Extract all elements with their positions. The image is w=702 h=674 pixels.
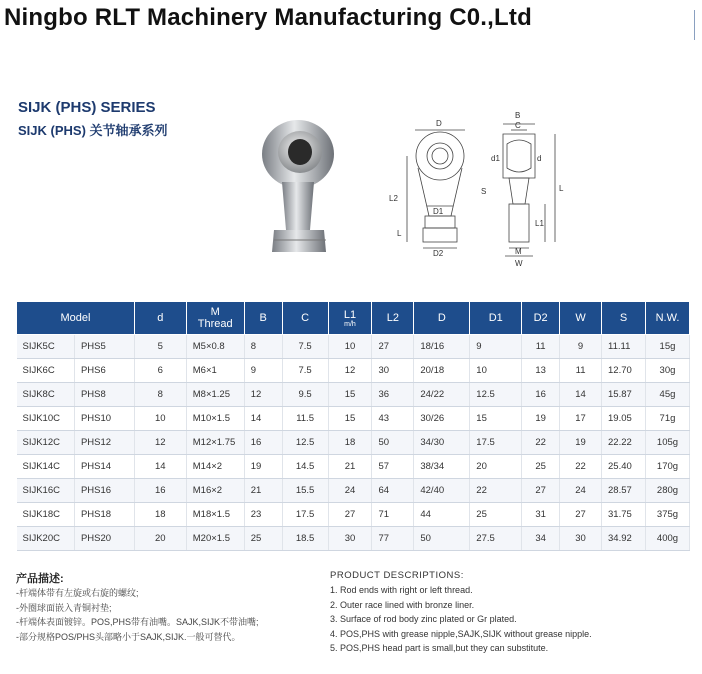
cell-D1: 25 <box>470 503 522 527</box>
cell-l2: 64 <box>372 479 414 503</box>
label-C: C <box>515 121 521 130</box>
cell-model-sijk: SIJK12C <box>17 431 75 455</box>
cell-D2: 13 <box>522 359 560 383</box>
table-row <box>17 455 690 479</box>
cell-s: 19.05 <box>602 407 646 431</box>
cell-D: 18/16 <box>414 335 470 359</box>
cell-model-sijk: SIJK6C <box>17 359 75 383</box>
desc-en-line: 5. POS,PHS head part is small,but they can substitute. <box>330 643 549 653</box>
cell-b: 21 <box>244 479 282 503</box>
cell-thread: M8×1.25 <box>186 383 244 407</box>
cell-b: 19 <box>244 455 282 479</box>
cell-model-phs: PHS18 <box>74 503 134 527</box>
cell-D2: 27 <box>522 479 560 503</box>
cell-c: 15.5 <box>282 479 328 503</box>
th-D1: D1 <box>470 302 522 335</box>
cell-nw: 15g <box>645 335 689 359</box>
label-L2: L2 <box>389 194 398 203</box>
cell-D1: 27.5 <box>470 527 522 551</box>
th-l2: L2 <box>372 302 414 335</box>
table-row <box>17 407 690 431</box>
cell-d: 8 <box>134 383 186 407</box>
table-row <box>17 479 690 503</box>
label-d: d <box>537 154 542 163</box>
cell-nw: 45g <box>645 383 689 407</box>
cell-s: 22.22 <box>602 431 646 455</box>
cell-D2: 25 <box>522 455 560 479</box>
cell-thread: M18×1.5 <box>186 503 244 527</box>
table-row <box>17 431 690 455</box>
cell-model-sijk: SIJK16C <box>17 479 75 503</box>
cell-thread: M16×2 <box>186 479 244 503</box>
th-thread-label: Thread <box>197 318 233 330</box>
th-thread <box>186 302 244 335</box>
cell-w: 14 <box>560 383 602 407</box>
cell-D2: 22 <box>522 431 560 455</box>
cell-l1: 27 <box>328 503 372 527</box>
desc-en-line: 2. Outer race lined with bronze liner. <box>330 599 475 610</box>
table-row <box>17 503 690 527</box>
desc-cn-line: -部分规格POS/PHS头部略小于SAJK,SIJK.一般可替代。 <box>16 631 241 642</box>
cell-D: 30/26 <box>414 407 470 431</box>
cell-model-sijk: SIJK14C <box>17 455 75 479</box>
cell-D: 50 <box>414 527 470 551</box>
cell-l1: 15 <box>328 383 372 407</box>
label-L1: L1 <box>535 219 544 228</box>
cell-s: 12.70 <box>602 359 646 383</box>
label-D2: D2 <box>433 249 444 258</box>
cell-D2: 16 <box>522 383 560 407</box>
cell-b: 9 <box>244 359 282 383</box>
cell-D1: 15 <box>470 407 522 431</box>
cell-D1: 20 <box>470 455 522 479</box>
cell-nw: 375g <box>645 503 689 527</box>
cell-model-phs: PHS8 <box>74 383 134 407</box>
cell-w: 17 <box>560 407 602 431</box>
cell-model-sijk: SIJK10C <box>17 407 75 431</box>
cell-l1: 12 <box>328 359 372 383</box>
cell-model-phs: PHS6 <box>74 359 134 383</box>
cell-thread: M20×1.5 <box>186 527 244 551</box>
cell-model-phs: PHS10 <box>74 407 134 431</box>
cell-model-phs: PHS5 <box>74 335 134 359</box>
cell-thread: M5×0.8 <box>186 335 244 359</box>
cell-model-phs: PHS16 <box>74 479 134 503</box>
cell-d: 6 <box>134 359 186 383</box>
cell-c: 12.5 <box>282 431 328 455</box>
desc-cn-title: 产品描述: <box>16 573 64 585</box>
th-D2: D2 <box>522 302 560 335</box>
th-l1-label: L1 <box>343 308 357 321</box>
cell-d: 12 <box>134 431 186 455</box>
cell-c: 17.5 <box>282 503 328 527</box>
cell-c: 7.5 <box>282 359 328 383</box>
cell-l2: 36 <box>372 383 414 407</box>
cell-c: 7.5 <box>282 335 328 359</box>
spec-table <box>16 301 690 551</box>
cell-l1: 30 <box>328 527 372 551</box>
cell-nw: 71g <box>645 407 689 431</box>
cell-D: 20/18 <box>414 359 470 383</box>
cell-w: 24 <box>560 479 602 503</box>
cell-l1: 18 <box>328 431 372 455</box>
label-S: S <box>481 187 487 196</box>
th-s: S <box>602 302 646 335</box>
cell-d: 20 <box>134 527 186 551</box>
cell-s: 34.92 <box>602 527 646 551</box>
cell-D: 44 <box>414 503 470 527</box>
cell-s: 31.75 <box>602 503 646 527</box>
cell-l1: 24 <box>328 479 372 503</box>
cell-thread: M6×1 <box>186 359 244 383</box>
edge-divider <box>694 10 695 40</box>
cell-model-sijk: SIJK20C <box>17 527 75 551</box>
cell-c: 18.5 <box>282 527 328 551</box>
cell-D2: 19 <box>522 407 560 431</box>
th-l1-unit: m/h <box>344 320 356 328</box>
label-D1: D1 <box>433 207 444 216</box>
cell-w: 11 <box>560 359 602 383</box>
series-title-en: SIJK (PHS) SERIES <box>18 99 156 116</box>
label-D: D <box>436 119 442 128</box>
cell-D2: 11 <box>522 335 560 359</box>
cell-w: 22 <box>560 455 602 479</box>
cell-w: 30 <box>560 527 602 551</box>
cell-d: 10 <box>134 407 186 431</box>
label-B: B <box>515 111 521 120</box>
cell-l2: 43 <box>372 407 414 431</box>
cell-model-phs: PHS14 <box>74 455 134 479</box>
cell-b: 8 <box>244 335 282 359</box>
cell-d: 14 <box>134 455 186 479</box>
desc-cn-line: -杆端体带有左旋或右旋的螺纹; <box>16 588 139 598</box>
series-title-cn: SIJK (PHS) 关节轴承系列 <box>18 123 168 138</box>
desc-cn-line: -外圈球面嵌入青铜衬垫; <box>16 602 112 613</box>
company-title: Ningbo RLT Machinery Manufacturing C0.,Ltd <box>4 4 532 31</box>
cell-w: 9 <box>560 335 602 359</box>
cell-b: 25 <box>244 527 282 551</box>
desc-en-line: 1. Rod ends with right or left thread. <box>330 585 473 595</box>
cell-b: 12 <box>244 383 282 407</box>
cell-D: 42/40 <box>414 479 470 503</box>
cell-l1: 21 <box>328 455 372 479</box>
desc-en-line: 3. Surface of rod body zinc plated or Gr plated. <box>330 614 517 624</box>
cell-l2: 30 <box>372 359 414 383</box>
cell-thread: M14×2 <box>186 455 244 479</box>
cell-l2: 50 <box>372 431 414 455</box>
cell-d: 5 <box>134 335 186 359</box>
cell-s: 28.57 <box>602 479 646 503</box>
cell-l1: 15 <box>328 407 372 431</box>
desc-en-list <box>330 583 592 656</box>
label-M: M <box>515 247 522 256</box>
th-w: W <box>560 302 602 335</box>
cell-D1: 12.5 <box>470 383 522 407</box>
cell-model-phs: PHS20 <box>74 527 134 551</box>
cell-model-sijk: SIJK18C <box>17 503 75 527</box>
rod-end-photo <box>244 112 354 262</box>
cell-D1: 22 <box>470 479 522 503</box>
cell-D: 38/34 <box>414 455 470 479</box>
cell-l2: 27 <box>372 335 414 359</box>
cell-nw: 30g <box>645 359 689 383</box>
cell-nw: 105g <box>645 431 689 455</box>
cell-b: 14 <box>244 407 282 431</box>
cell-model-sijk: SIJK5C <box>17 335 75 359</box>
cell-nw: 170g <box>645 455 689 479</box>
cell-s: 15.87 <box>602 383 646 407</box>
cell-D1: 17.5 <box>470 431 522 455</box>
table-row <box>17 383 690 407</box>
th-nw: N.W. <box>645 302 689 335</box>
th-D: D <box>414 302 470 335</box>
cell-l1: 10 <box>328 335 372 359</box>
desc-en-title: PRODUCT DESCRIPTIONS: <box>330 570 464 581</box>
cell-d: 18 <box>134 503 186 527</box>
table-row <box>17 335 690 359</box>
cell-c: 14.5 <box>282 455 328 479</box>
cell-s: 11.11 <box>602 335 646 359</box>
cell-s: 25.40 <box>602 455 646 479</box>
cell-c: 9.5 <box>282 383 328 407</box>
th-m: M <box>210 306 220 318</box>
cell-b: 23 <box>244 503 282 527</box>
cell-d: 16 <box>134 479 186 503</box>
label-L-side: L <box>559 184 564 193</box>
cell-D1: 9 <box>470 335 522 359</box>
cell-D: 24/22 <box>414 383 470 407</box>
cell-w: 27 <box>560 503 602 527</box>
cell-D2: 34 <box>522 527 560 551</box>
cell-thread: M12×1.75 <box>186 431 244 455</box>
cell-D2: 31 <box>522 503 560 527</box>
desc-en-line: 4. POS,PHS with grease nipple,SAJK,SIJK without grease nipple. <box>330 628 592 639</box>
spec-table-body <box>17 335 690 551</box>
cell-nw: 400g <box>645 527 689 551</box>
table-header-row <box>17 302 690 335</box>
cell-D: 34/30 <box>414 431 470 455</box>
table-row <box>17 527 690 551</box>
label-d1: d1 <box>491 154 500 163</box>
cell-thread: M10×1.5 <box>186 407 244 431</box>
desc-cn-list <box>16 586 259 644</box>
cell-model-sijk: SIJK8C <box>17 383 75 407</box>
cell-model-phs: PHS12 <box>74 431 134 455</box>
table-row <box>17 359 690 383</box>
cell-D1: 10 <box>470 359 522 383</box>
cell-b: 16 <box>244 431 282 455</box>
cell-l2: 77 <box>372 527 414 551</box>
th-b: B <box>244 302 282 335</box>
cell-l2: 71 <box>372 503 414 527</box>
th-c: C <box>282 302 328 335</box>
dimension-drawing <box>385 106 575 271</box>
th-d: d <box>134 302 186 335</box>
cell-w: 19 <box>560 431 602 455</box>
label-W: W <box>515 259 523 268</box>
cell-nw: 280g <box>645 479 689 503</box>
cell-l2: 57 <box>372 455 414 479</box>
desc-cn-line: -杆端体表面镀锌。POS,PHS带有油嘴。SAJK,SIJK不带油嘴; <box>16 617 259 627</box>
cell-c: 11.5 <box>282 407 328 431</box>
th-model: Model <box>17 302 135 335</box>
label-L: L <box>397 229 402 238</box>
th-l1 <box>328 302 372 335</box>
